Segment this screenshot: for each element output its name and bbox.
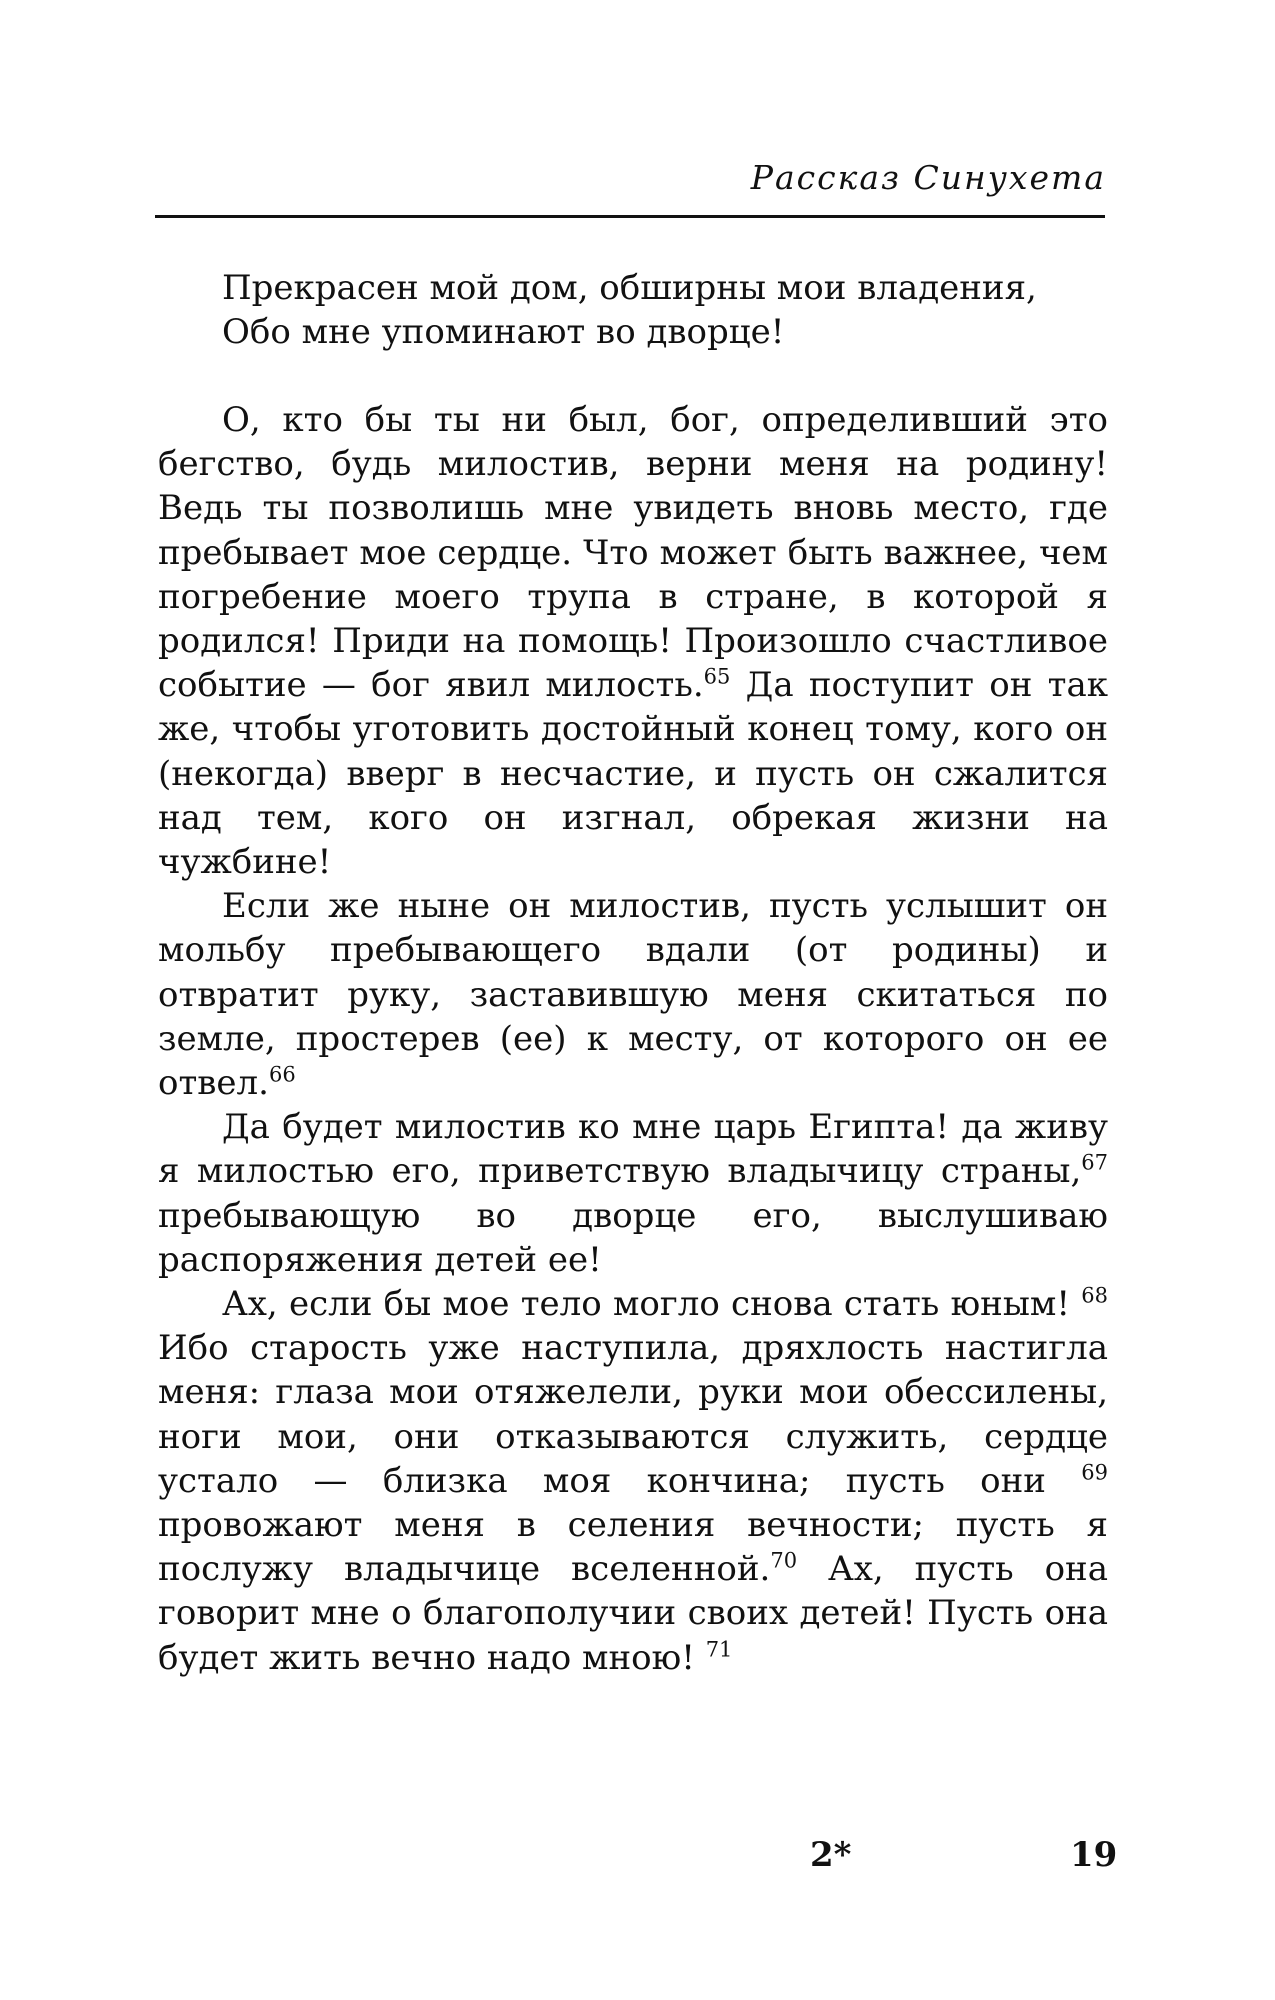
footnote-marker: 66 [268, 1062, 296, 1087]
signature-mark: 2* [810, 1835, 852, 1875]
paragraph-text: провожают меня в селения вечности; пусть я послужу владычице вселенной. [158, 1505, 1108, 1590]
footnote-marker: 68 [1081, 1283, 1108, 1308]
footnote-marker: 70 [770, 1548, 798, 1573]
paragraph-text: Ах, если бы мое тело могло снова стать юным! [222, 1284, 1082, 1325]
paragraph [158, 1105, 1108, 1282]
paragraph [158, 884, 1108, 1105]
footnote-marker: 65 [703, 664, 731, 689]
paragraph-text: пребывающую во дворце его, выслушиваю распоряжения детей ее! [158, 1195, 1108, 1280]
paragraph [158, 1282, 1108, 1680]
paragraph-text: О, кто бы ты ни был, бог, определивший это бегство, будь милостив, верни меня на родину! Ведь ты позволишь мне увидеть вновь место, где пребывает мое сердце. Что может быть важнее, чем погребение моего трупа в стране, в которой я родился! Приди на помощь! Произошло счастливое событие — бог явил милость. [158, 400, 1108, 706]
footnote-marker: 71 [705, 1637, 733, 1662]
paragraph-text: Ибо старость уже наступила, дряхлость настигла меня: глаза мои отяжелели, руки мои обессилены, ноги мои, они отказываются служить, сердце устало — близка моя кончина; пусть они [158, 1328, 1108, 1501]
page-number: 19 [1070, 1835, 1118, 1875]
header-rule [155, 215, 1105, 218]
verse-block [158, 266, 1108, 354]
verse-line: Прекрасен мой дом, обширны мои владения, [222, 268, 1037, 308]
paragraph-text: Ах, пусть она говорит мне о благополучии своих детей! Пусть она будет жить вечно надо мною! [158, 1549, 1108, 1678]
footnote-marker: 69 [1081, 1460, 1108, 1485]
paragraph-text: Да поступит он так же, чтобы уготовить достойный конец тому, кого он (некогда) вверг в несчастие, и пусть он сжалится над тем, кого он изгнал, обрекая жизни на чужбине! [158, 665, 1108, 883]
paragraph-text: Если же ныне он милостив, пусть услышит он мольбу пребывающего вдали (от родины) и отвратит руку, заставившую меня скитаться по земле, простерев (ее) к месту, от которого он ее отвел. [158, 886, 1108, 1104]
verse-line: Обо мне упоминают во дворце! [222, 312, 785, 353]
paragraph [158, 398, 1108, 884]
running-head: Рассказ Синухета [750, 158, 1106, 197]
paragraph-text: Да будет милостив ко мне царь Египта! да живу я милостью его, приветствую владычицу страны, [158, 1107, 1108, 1192]
footnote-marker: 67 [1081, 1151, 1108, 1176]
prose-block [158, 398, 1108, 1680]
